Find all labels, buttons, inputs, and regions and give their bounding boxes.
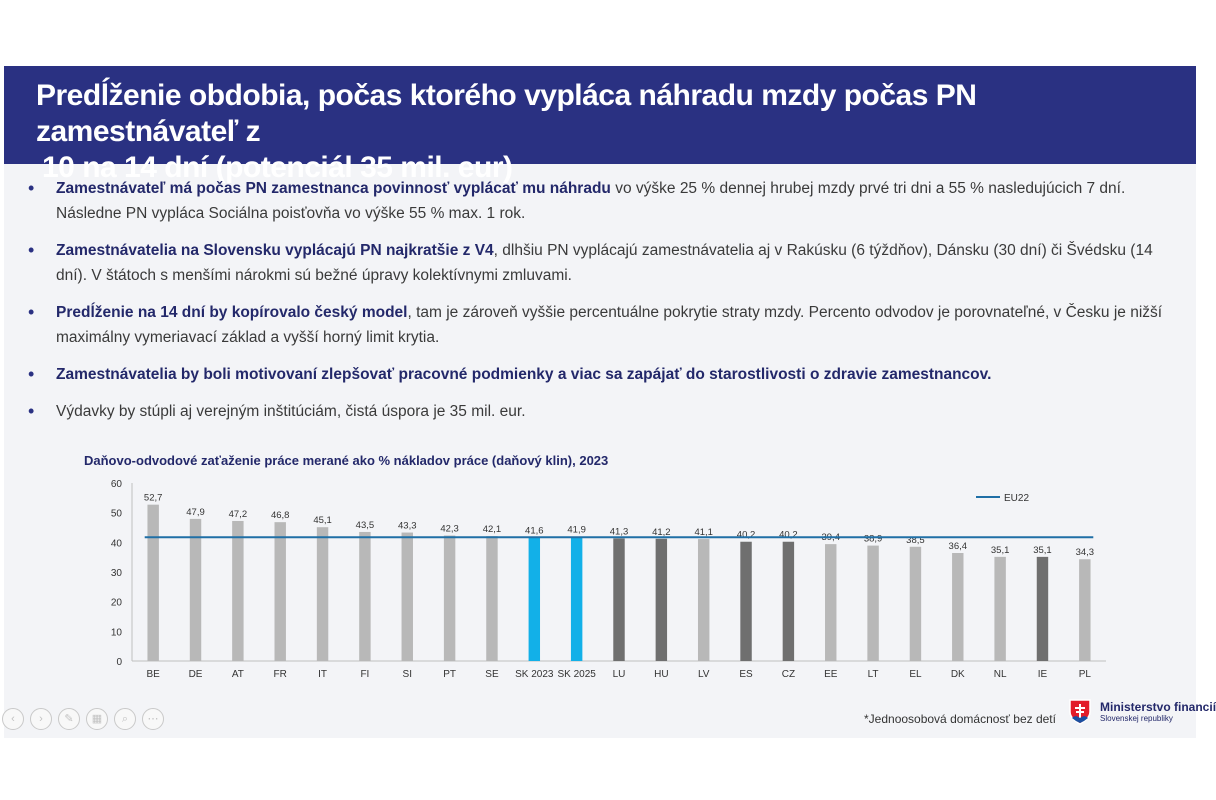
slide-title bbox=[36, 78, 1156, 186]
bar bbox=[1079, 559, 1090, 661]
x-tick-label: SK 2023 bbox=[515, 669, 554, 680]
bar-value-label: 34,3 bbox=[1075, 547, 1095, 559]
x-tick-label: SK 2025 bbox=[557, 669, 596, 680]
ministry-name: Ministerstvo financií bbox=[1100, 700, 1216, 714]
y-tick-label: 50 bbox=[110, 508, 122, 520]
bar bbox=[952, 553, 963, 661]
slides-icon[interactable]: ▦ bbox=[86, 708, 108, 730]
x-tick-label: CZ bbox=[781, 669, 796, 680]
x-tick-label: SI bbox=[402, 669, 412, 680]
x-tick-label: BE bbox=[146, 669, 160, 680]
x-tick-label: FR bbox=[273, 669, 287, 680]
bar bbox=[740, 542, 751, 661]
back-icon[interactable]: ‹ bbox=[2, 708, 24, 730]
bullet-text: vo výške 25 % dennej hrubej mzdy prvé tri dni a 55 % nasledujúcich 7 dní. Následne PN vypláca Sociálna poisťovňa vo výške 55 % max. 1 rok. bbox=[56, 180, 1126, 222]
legend-label: EU22 bbox=[1004, 493, 1030, 504]
x-tick-label: NL bbox=[993, 669, 1007, 680]
footnote: *Jednoosobová domácnosť bez detí bbox=[864, 712, 1056, 726]
slide-title-line-1: Predĺženie obdobia, počas ktorého vypláca náhradu mzdy počas PN zamestnávateľ z bbox=[36, 79, 977, 148]
x-tick-label: EE bbox=[824, 669, 838, 680]
bar-value-label: 47,9 bbox=[186, 506, 205, 518]
bar bbox=[232, 521, 243, 661]
x-tick-label: PT bbox=[443, 669, 456, 680]
bar bbox=[994, 557, 1005, 661]
x-tick-label: AT bbox=[231, 669, 244, 680]
bar-value-label: 43,5 bbox=[355, 519, 375, 531]
x-tick-label: SE bbox=[485, 669, 499, 680]
bullet-list bbox=[22, 176, 1172, 436]
bar bbox=[613, 538, 624, 661]
x-tick-label: PL bbox=[1078, 669, 1091, 680]
y-tick-label: 60 bbox=[110, 479, 122, 490]
zoom-icon[interactable]: ⌕ bbox=[114, 708, 136, 730]
bullet-item bbox=[22, 300, 1172, 350]
bar bbox=[147, 505, 158, 661]
bar-value-label: 38,9 bbox=[863, 533, 883, 545]
bar bbox=[190, 519, 201, 661]
x-tick-label: DE bbox=[188, 669, 203, 680]
bullet-item bbox=[22, 399, 1172, 424]
bar-value-label: 41,9 bbox=[567, 524, 586, 536]
bullet-bold-text: Zamestnávateľ má počas PN zamestnanca povinnosť vyplácať mu náhradu bbox=[56, 180, 611, 197]
x-tick-label: LT bbox=[867, 669, 879, 680]
bar bbox=[444, 536, 455, 661]
bar-value-label: 41,2 bbox=[652, 526, 671, 538]
bar bbox=[317, 527, 328, 661]
bar bbox=[359, 532, 370, 661]
bullet-item bbox=[22, 176, 1172, 226]
bar bbox=[486, 536, 497, 661]
bar-value-label: 45,1 bbox=[313, 515, 332, 527]
bar-value-label: 40,2 bbox=[736, 529, 756, 541]
ministry-subtitle: Slovenskej republiky bbox=[1100, 714, 1173, 723]
bar bbox=[529, 538, 540, 661]
bar-value-label: 52,7 bbox=[143, 492, 163, 504]
chart-title: Daňovo-odvodové zaťaženie práce merané ako % nákladov práce (daňový klin), 2023 bbox=[84, 453, 609, 468]
x-tick-label: IT bbox=[318, 669, 328, 680]
slide bbox=[4, 66, 1216, 738]
bar bbox=[825, 544, 836, 661]
bar-value-label: 35,1 bbox=[990, 544, 1010, 556]
forward-icon[interactable]: › bbox=[30, 708, 52, 730]
bar-value-label: 46,8 bbox=[270, 510, 290, 522]
bar-value-label: 41,1 bbox=[694, 527, 713, 539]
bullet-text: , tam je zároveň vyššie percentuálne pokrytie straty mzdy. Percento odvodov je porovnateľné, v Česku je nižší maximálny vymeriavací základ a vyšší horný limit krytia. bbox=[56, 304, 1163, 346]
x-tick-label: HU bbox=[654, 669, 669, 680]
bar-value-label: 40,2 bbox=[779, 529, 798, 541]
ministry-logo bbox=[1068, 696, 1216, 730]
x-tick-label: EL bbox=[909, 669, 922, 680]
x-tick-label: LV bbox=[697, 669, 710, 680]
bar bbox=[1037, 557, 1048, 661]
bar bbox=[402, 533, 413, 661]
bar-value-label: 41,3 bbox=[609, 526, 629, 538]
bar bbox=[656, 539, 667, 661]
bar-value-label: 36,4 bbox=[948, 541, 968, 553]
bar-value-label: 39,4 bbox=[821, 532, 840, 544]
more-icon[interactable]: ⋯ bbox=[142, 708, 164, 730]
bullet-bold-text: Zamestnávatelia na Slovensku vyplácajú PN najkratšie z V4 bbox=[56, 242, 494, 259]
y-tick-label: 20 bbox=[110, 597, 122, 609]
bar bbox=[275, 522, 286, 661]
bar-value-label: 38,5 bbox=[906, 534, 925, 546]
y-tick-label: 40 bbox=[110, 538, 122, 550]
y-tick-label: 0 bbox=[116, 657, 122, 668]
bar bbox=[867, 546, 878, 661]
bullet-text: Výdavky by stúpli aj verejným inštitúciám, čistá úspora je 35 mil. eur. bbox=[56, 403, 526, 420]
x-tick-label: ES bbox=[739, 669, 753, 680]
y-tick-label: 10 bbox=[110, 627, 122, 639]
bar-value-label: 42,1 bbox=[482, 524, 502, 536]
x-tick-label: LU bbox=[612, 669, 626, 680]
bullet-item bbox=[22, 362, 1172, 387]
bar bbox=[783, 542, 794, 661]
bar bbox=[698, 539, 709, 661]
bullet-item bbox=[22, 238, 1172, 288]
bar-value-label: 42,3 bbox=[440, 523, 459, 535]
title-bar bbox=[4, 66, 1196, 184]
bar-value-label: 41,6 bbox=[525, 525, 544, 537]
bar-value-label: 43,3 bbox=[398, 520, 417, 532]
bar bbox=[571, 537, 582, 661]
bullet-text: , dlhšiu PN vyplácajú zamestnávatelia aj v Rakúsku (6 týždňov), Dánsku (30 dní) či Švédsku (14 dní). V štátoch s menšími nárokmi sú bežné úpravy kolektívnymi zmluvami. bbox=[56, 242, 1153, 284]
slovak-crest-icon bbox=[1068, 698, 1092, 726]
x-tick-label: IE bbox=[1037, 669, 1048, 680]
y-tick-label: 30 bbox=[110, 568, 122, 579]
bar bbox=[910, 547, 921, 661]
bar-value-label: 35,1 bbox=[1033, 544, 1052, 556]
bullet-bold-text: Predĺženie na 14 dní by kopírovalo český model bbox=[56, 304, 408, 321]
slide-title-line-2: 10 na 14 dní (potenciál 35 mil. eur) bbox=[42, 151, 513, 184]
bar-value-label: 47,2 bbox=[228, 508, 248, 520]
pen-icon[interactable]: ✎ bbox=[58, 708, 80, 730]
x-tick-label: FI bbox=[360, 669, 370, 680]
x-tick-label: DK bbox=[950, 669, 965, 680]
bullet-bold-text: Zamestnávatelia by boli motivovaní zlepšovať pracovné podmienky a viac sa zapájať do starostlivosti o zdravie zamestnancov. bbox=[56, 366, 992, 383]
tax-wedge-bar-chart bbox=[94, 471, 1124, 701]
